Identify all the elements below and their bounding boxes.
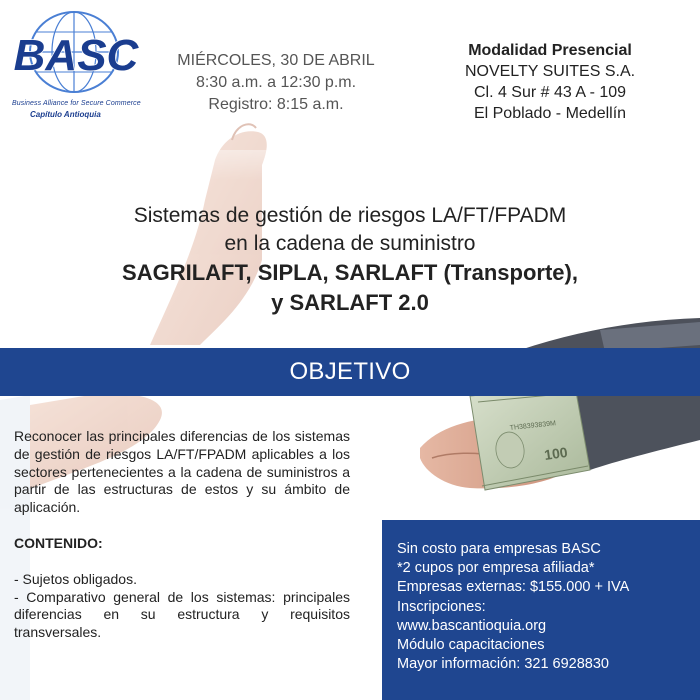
info-line-registration: Inscripciones:: [397, 598, 486, 615]
globe-icon: [14, 10, 144, 102]
event-schedule: [156, 50, 396, 116]
event-time: 8:30 a.m. a 12:30 p.m.: [195, 74, 357, 91]
info-line-external-price: Empresas externas: $155.000 + IVA: [397, 579, 630, 596]
content-heading: CONTENIDO:: [14, 534, 103, 551]
content-item: - Comparativo general de los sistemas: principales diferencias en su estructura y requisitos transversales.: [14, 588, 350, 641]
logo-text: BASC: [14, 31, 139, 80]
venue-area: El Poblado - Medellín: [473, 105, 627, 122]
money-stack: [470, 386, 590, 490]
content-item: - Sujetos obligados.: [14, 570, 137, 587]
info-line-phone: Mayor información: 321 6928830: [397, 656, 609, 673]
banner-label: OBJETIVO: [289, 358, 411, 385]
svg-text:100: 100: [543, 443, 569, 463]
title-line-4: y SARLAFT 2.0: [271, 290, 429, 315]
logo-chapter: Capítulo Antioquia: [30, 110, 101, 119]
objective-text: Reconocer las principales diferencias de los sistemas de gestión de riesgos LA/FT/FPADM aplicables a los sectores pertenecientes a la cadena de suministros a partir de las estructuras de estos y su ámbito de aplicación.: [14, 428, 350, 516]
objective-banner: [0, 348, 700, 396]
title-line-1: Sistemas de gestión de riesgos LA/FT/FPADM: [133, 204, 567, 227]
venue-name: NOVELTY SUITES S.A.: [464, 63, 636, 80]
logo-tagline: Business Alliance for Secure Commerce: [12, 100, 141, 107]
event-venue: [445, 40, 655, 124]
title-line-2: en la cadena de suministro: [224, 232, 476, 255]
title-line-3: SAGRILAFT, SIPLA, SARLAFT (Transporte),: [122, 260, 578, 285]
info-line-module: Módulo capacitaciones: [397, 637, 545, 654]
svg-text:TH38393839M: TH38393839M: [509, 420, 557, 432]
info-line-basc-free: Sin costo para empresas BASC: [397, 541, 601, 557]
venue-address: Cl. 4 Sur # 43 A - 109: [473, 84, 627, 101]
info-line-quota: *2 cupos por empresa afiliada*: [397, 560, 595, 577]
event-date: MIÉRCOLES, 30 DE ABRIL: [177, 52, 375, 69]
venue-modality: Modalidad Presencial: [468, 42, 632, 59]
description-section: [14, 428, 350, 642]
pricing-info-box: [382, 520, 700, 700]
event-registration: Registro: 8:15 a.m.: [208, 96, 344, 113]
event-title: [40, 202, 660, 318]
info-line-website: www.bascantioquia.org: [397, 617, 547, 634]
